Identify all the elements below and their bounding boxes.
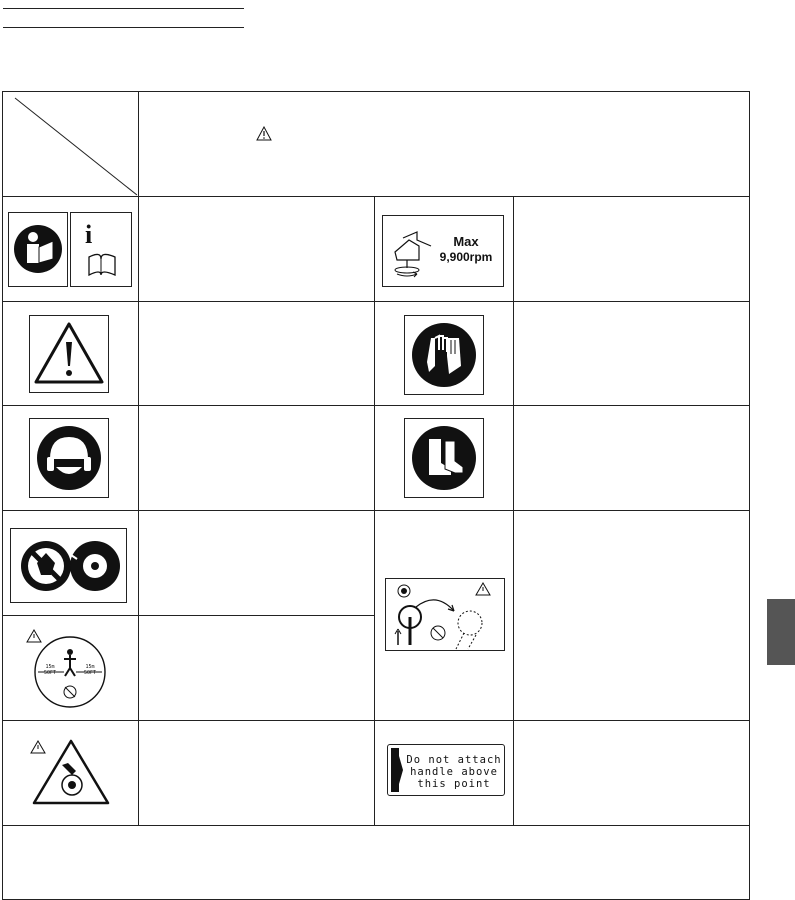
handle-arrow-icon: [390, 746, 404, 794]
handle-line-1: Do not attach: [406, 754, 502, 766]
max-speed-decal: [382, 215, 504, 287]
head-protection-icon: [29, 418, 109, 498]
manual-info-icon: [70, 212, 132, 287]
section-tab: [767, 599, 795, 665]
kickback-warning-decal: [385, 578, 505, 651]
left-distance-label: 15m 50FT: [43, 664, 57, 676]
svg-text:i: i: [85, 220, 93, 249]
max-label: Max: [453, 234, 479, 249]
hand-hazard-icon: [26, 735, 112, 807]
safety-distance-icon: [24, 628, 112, 712]
header-rule-top: [3, 8, 244, 9]
blade-prohibition-icon: [10, 528, 127, 603]
handle-line-2: handle above: [410, 766, 498, 778]
header-diagonal: [3, 92, 138, 196]
rpm-label: 9,900rpm: [439, 250, 493, 264]
handle-position-decal: [387, 744, 505, 796]
wear-gloves-icon: [404, 315, 484, 395]
handle-line-3: this point: [417, 778, 491, 790]
read-manual-icon: [8, 212, 68, 287]
right-distance-label: 15m 50FT: [83, 664, 97, 676]
header-warning-icon: [256, 126, 272, 141]
wear-boots-icon: [404, 418, 484, 498]
warning-triangle-icon: [29, 315, 109, 393]
header-rule-bottom: [3, 27, 244, 28]
